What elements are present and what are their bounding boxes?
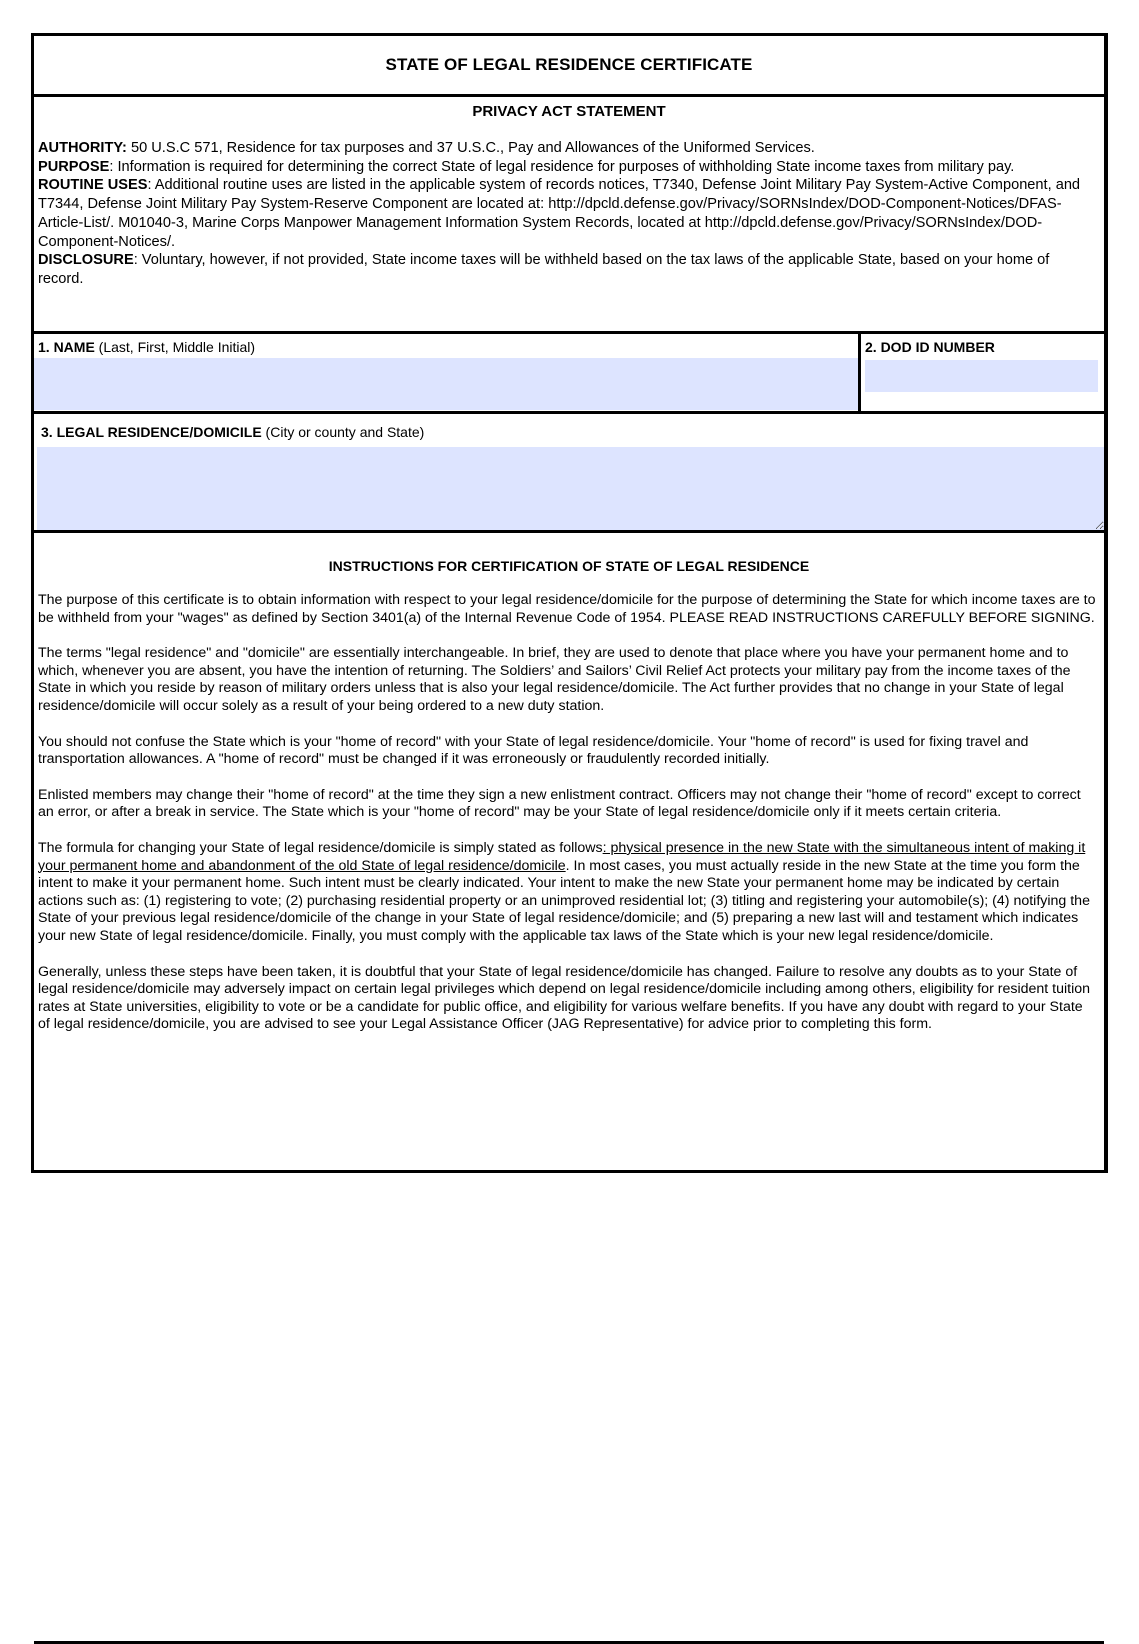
instructions-paragraph-1: The purpose of this certificate is to obtain information with respect to your legal residence/domicile for the purpose of determining the State for which income taxes are to be withheld from your "wages" as defined by Section 3401(a) of the Internal Revenue Code of 1954. PLEASE READ INSTRUCTIONS CAREFULLY BEFORE SIGNING. (38, 592, 1096, 626)
purpose-paragraph (38, 158, 1098, 177)
instructions-body (38, 592, 1098, 1052)
privacy-act-body (38, 139, 1098, 289)
name-label (38, 339, 255, 355)
disclosure-label: DISCLOSURE (38, 252, 134, 269)
disclosure-text: : Voluntary, however, if not provided, State income taxes will be withheld based on the tax laws of the applicable State, based on your home of record. (38, 252, 1050, 287)
privacy-act-section (34, 97, 1104, 334)
formula-lead: The formula for changing your State of legal residence/domicile is simply stated as follows (38, 839, 603, 856)
dod-id-label-bold: 2. DOD ID NUMBER (865, 339, 995, 355)
instructions-paragraph-5 (38, 840, 1098, 946)
purpose-label: PURPOSE (38, 158, 110, 175)
residence-certificate-form (31, 33, 1108, 1173)
instructions-title: INSTRUCTIONS FOR CERTIFICATION OF STATE OF LEGAL RESIDENCE (328, 558, 810, 574)
instructions-paragraph-3: You should not confuse the State which is your "home of record" with your State of legal residence/domicile. Your "home of record" is used for fixing travel and transportation allowances. A "home of record" must be changed if it was erroneously or fraudulently recorded initially. (38, 733, 1029, 768)
formula-rest: . In most cases, you must actually reside in the new State at the time you form the intent to make it your permanent home. Such intent must be clearly indicated. Your intent to make the new State your permanent home may be indicated by certain actions such as: (1) registering to vote; (2) purchasing residential property or an unimproved residential lot; (3) titling and registering your automobile(s); (4) notifying the State of your previous legal residence/domicile of the change in your State of legal residence/domicile; and (5) preparing a new last will and testament which indicates your new State of legal residence/domicile. Finally, you must comply with the applicable tax laws of the State which is your new legal residence/domicile. (38, 857, 1090, 944)
authority-label: AUTHORITY: (38, 140, 127, 156)
name-input[interactable] (34, 358, 858, 410)
instructions-section (34, 533, 1104, 1170)
legal-residence-label (41, 424, 424, 440)
authority-paragraph (38, 139, 1098, 158)
routine-uses-label: ROUTINE USES (38, 177, 148, 194)
name-label-hint: (Last, First, Middle Initial) (94, 339, 256, 355)
routine-uses-text: : Additional routine uses are listed in the applicable system of records notices, T7340, Defense Joint Military Pay System-Active Component, and T7344, Defense Joint Military Pay System-Reserve Component are located at: http://dpcld.defense.gov/Privacy/SORNsIndex/DOD-Component-Notices/DFAS-Article-List/. M01040-3, Marine Corps Manpower Management Information System Records, located at http://dpcld.defense.gov/Privacy/SORNsIndex/DOD-Component-Notices/. (38, 177, 1081, 250)
legal-residence-label-bold: 3. LEGAL RESIDENCE/DOMICILE (41, 424, 262, 440)
routine-uses-paragraph (38, 176, 1098, 251)
legal-residence-row (34, 414, 1104, 533)
purpose-text: : Information is required for determining the correct State of legal residence for purposes of withholding State income taxes from military pay. (109, 158, 1015, 175)
instructions-paragraph-6: Generally, unless these steps have been taken, it is doubtful that your State of legal residence/domicile has changed. Failure to resolve any doubts as to your State of legal residence/domicile may adversely impact on certain legal privileges which depend on legal residence/domicile including among others, eligibility for resident tuition rates at State universities, eligibility to vote or be a candidate for public office, and eligibility for various welfare benefits. If you have any doubt with regard to your State of legal residence/domicile, you are advised to see your Legal Assistance Officer (JAG Representative) for advice prior to completing this form. (38, 963, 1091, 1033)
authority-text: 50 U.S.C 571, Residence for tax purposes and 37 U.S.C., Pay and Allowances of the Uniformed Services. (126, 140, 815, 156)
formula-underlined: : physical presence in the new State with the simultaneous intent of making it your permanent home and abandonment of the old State of legal residence/domicile (38, 839, 1086, 874)
legal-residence-input[interactable] (37, 447, 1104, 530)
name-label-bold: 1. NAME (38, 339, 95, 355)
instructions-paragraph-4: Enlisted members may change their "home of record" at the time they sign a new enlistment contract. Officers may not change their "home of record" except to correct an error, or after a break in service. The State which is your "home of record" may be your State of legal residence/domicile only if it meets certain criteria. (38, 786, 1081, 821)
disclosure-paragraph (38, 251, 1098, 288)
title-row (34, 36, 1104, 97)
dod-id-cell (861, 334, 1104, 411)
name-cell (34, 334, 861, 411)
privacy-act-title: PRIVACY ACT STATEMENT (472, 103, 666, 120)
form-title: STATE OF LEGAL RESIDENCE CERTIFICATE (385, 55, 753, 74)
dod-id-label (865, 339, 995, 355)
name-dod-row (34, 334, 1104, 414)
dod-id-input[interactable] (865, 360, 1098, 392)
legal-residence-label-hint: (City or county and State) (261, 424, 425, 440)
instructions-paragraph-2: The terms "legal residence" and "domicile" are essentially interchangeable. In brief, they are used to denote that place where you have your permanent home and to which, whenever you are absent, you have the intention of returning. The Soldiers’ and Sailors’ Civil Relief Act protects your military pay from the income taxes of the State in which you reside by reason of military orders unless that is also your legal residence/domicile. The Act further provides that no change in your State of legal residence/domicile will occur solely as a result of your being ordered to a new duty station. (38, 645, 1071, 714)
